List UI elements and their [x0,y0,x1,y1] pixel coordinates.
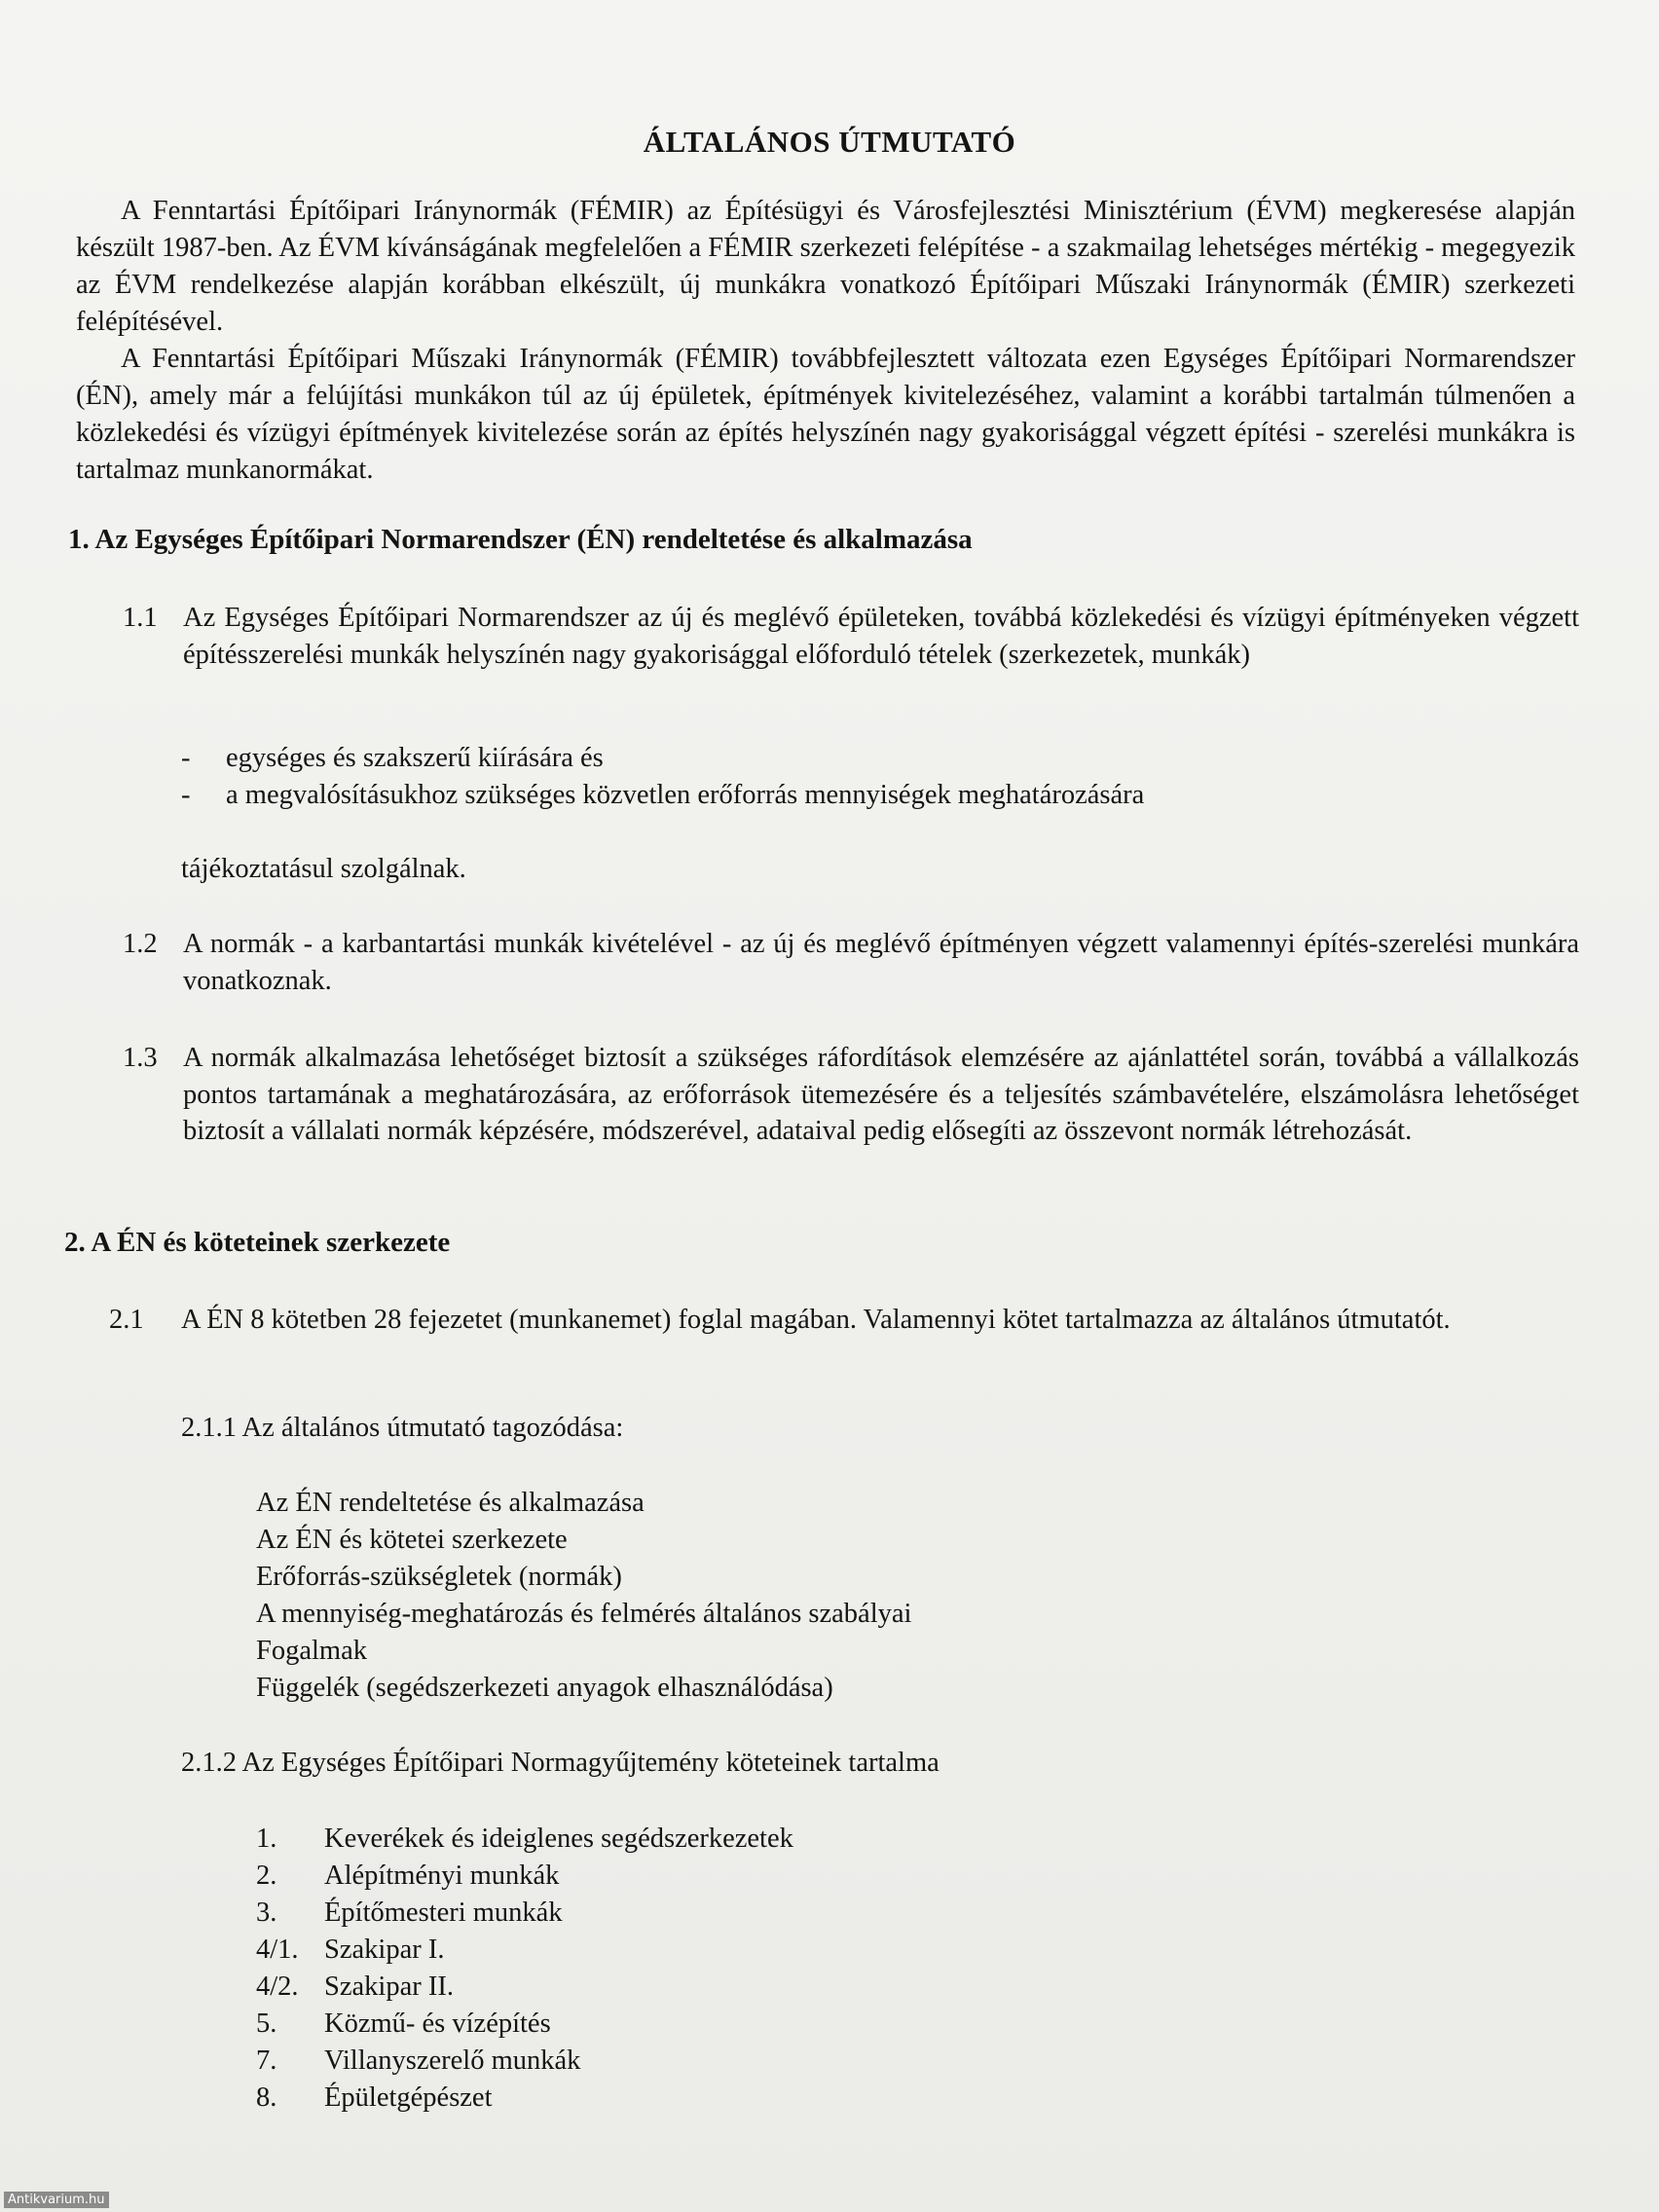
section-2-heading: 2. A ÉN és köteteinek szerkezete [64,1227,451,1258]
guide-part-item: Fogalmak [256,1636,367,1666]
bullet-item-1 [181,743,604,774]
item-1-3-number: 1.3 [123,1043,158,1073]
volume-number: 3. [256,1898,277,1928]
volume-number: 7. [256,2046,277,2076]
guide-part-item: Az ÉN és kötetei szerkezete [256,1525,568,1555]
bullet-dash: - [181,780,191,810]
volume-label: Alépítményi munkák [324,1861,560,1891]
item-1-3 [123,1040,1579,1150]
volume-number: 2. [256,1861,277,1891]
item-1-2-number: 1.2 [123,929,158,959]
volume-label: Közmű- és vízépítés [324,2009,551,2039]
bullet-dash: - [181,743,191,773]
bullet-item-1-text: egységes és szakszerű kiírására és [226,743,604,773]
guide-part-item: Erőforrás-szükségletek (normák) [256,1562,622,1592]
volume-number: 8. [256,2083,277,2113]
item-2-1-text: A ÉN 8 kötetben 28 fejezetet (munkanemet) foglal magában. Valamennyi kötet tartalmazza az általános útmutatót. [181,1305,1451,1335]
volume-number: 5. [256,2009,277,2039]
volume-number: 4/2. [256,1972,299,2002]
volume-item [256,1935,444,1966]
volume-item [256,1824,793,1855]
volume-item [256,2009,551,2040]
volume-label: Keverékek és ideiglenes segédszerkezetek [324,1824,793,1854]
intro-paragraph-2 [76,341,1575,489]
subsection-2-1-2: 2.1.2 Az Egységes Építőipari Normagyűjtemény köteteinek tartalma [181,1748,940,1778]
guide-part-item: A mennyiség-meghatározás és felmérés általános szabályai [256,1599,912,1629]
volume-label: Szakipar II. [324,1972,454,2002]
intro-paragraph-2-text: A Fenntartási Építőipari Műszaki Iránynormák (FÉMIR) továbbfejlesztett változata ezen Egységes Építőipari Normarendszer (ÉN), amely már a felújítási munkákon túl az új épületek, építmények kivitelezéséhez, valamint a korábbi tartalmán túlmenően a közlekedési és vízügyi építmények kivitelezése során az építés helyszínén nagy gyakorisággal végzett építési - szerelési munkákra is tartalmaz munkanormákat. [76,344,1575,485]
item-1-1 [123,600,1579,673]
volume-label: Villanyszerelő munkák [324,2046,581,2076]
page-title: ÁLTALÁNOS ÚTMUTATÓ [643,125,1016,159]
volume-number: 4/1. [256,1935,299,1965]
section-1-heading: 1. Az Egységes Építőipari Normarendszer (ÉN) rendeltetése és alkalmazása [68,524,973,555]
volume-number: 1. [256,1824,277,1854]
item-1-2 [123,926,1579,999]
item-1-3-text: A normák alkalmazása lehetőséget biztosít a szükséges ráfordítások elemzésére az ajánlattétel során, továbbá a vállalkozás pontos tartamának a meghatározására, az erőforrások ütemezésére és a teljesítés számbavételére, elszámolásra lehetőséget biztosít a vállalati normák képzésére, módszerével, adataival pedig elősegíti az összevont normák létrehozását. [183,1043,1579,1146]
item-2-1 [109,1302,1579,1339]
item-1-1-number: 1.1 [123,603,158,633]
guide-part-item: Függelék (segédszerkezeti anyagok elhasználódása) [256,1673,833,1703]
volume-label: Szakipar I. [324,1935,445,1965]
item-1-2-text: A normák - a karbantartási munkák kivételével - az új és meglévő építményen végzett valamennyi építés-szerelési munkára vonatkoznak. [183,929,1579,996]
guide-part-item: Az ÉN rendeltetése és alkalmazása [256,1488,645,1518]
after-bullets-text: tájékoztatásul szolgálnak. [181,854,466,884]
volume-item [256,1972,454,2003]
volume-label: Épületgépészet [324,2083,493,2113]
subsection-2-1-1: 2.1.1 Az általános útmutató tagozódása: [181,1413,624,1443]
intro-paragraph-1 [76,193,1575,341]
watermark: Antikvarium.hu [4,2192,109,2208]
volume-label: Építőmesteri munkák [324,1898,563,1928]
volume-item [256,2046,580,2077]
volume-item [256,1898,563,1929]
volume-item [256,1861,559,1892]
bullet-item-2 [181,780,1144,811]
item-1-1-text: Az Egységes Építőipari Normarendszer az új és meglévő épületeken, továbbá közlekedési és vízügyi építményeken végzett építésszerelési munkák helyszínén nagy gyakorisággal előforduló tételek (szerkezetek, munkák) [183,603,1579,670]
intro-paragraph-1-text: A Fenntartási Építőipari Iránynormák (FÉMIR) az Építésügyi és Városfejlesztési Minisztérium (ÉVM) megkeresése alapján készült 1987-ben. Az ÉVM kívánságának megfelelően a FÉMIR szerkezeti felépítése - a szakmailag lehetséges mértékig - megegyezik az ÉVM rendelkezése alapján korábban elkészült, új munkákra vonatkozó Építőipari Műszaki Iránynormák (ÉMIR) szerkezeti felépítésével. [76,196,1575,337]
item-2-1-number: 2.1 [109,1305,144,1335]
bullet-item-2-text: a megvalósításukhoz szükséges közvetlen erőforrás mennyiségek meghatározására [226,780,1145,810]
volume-item [256,2083,493,2114]
